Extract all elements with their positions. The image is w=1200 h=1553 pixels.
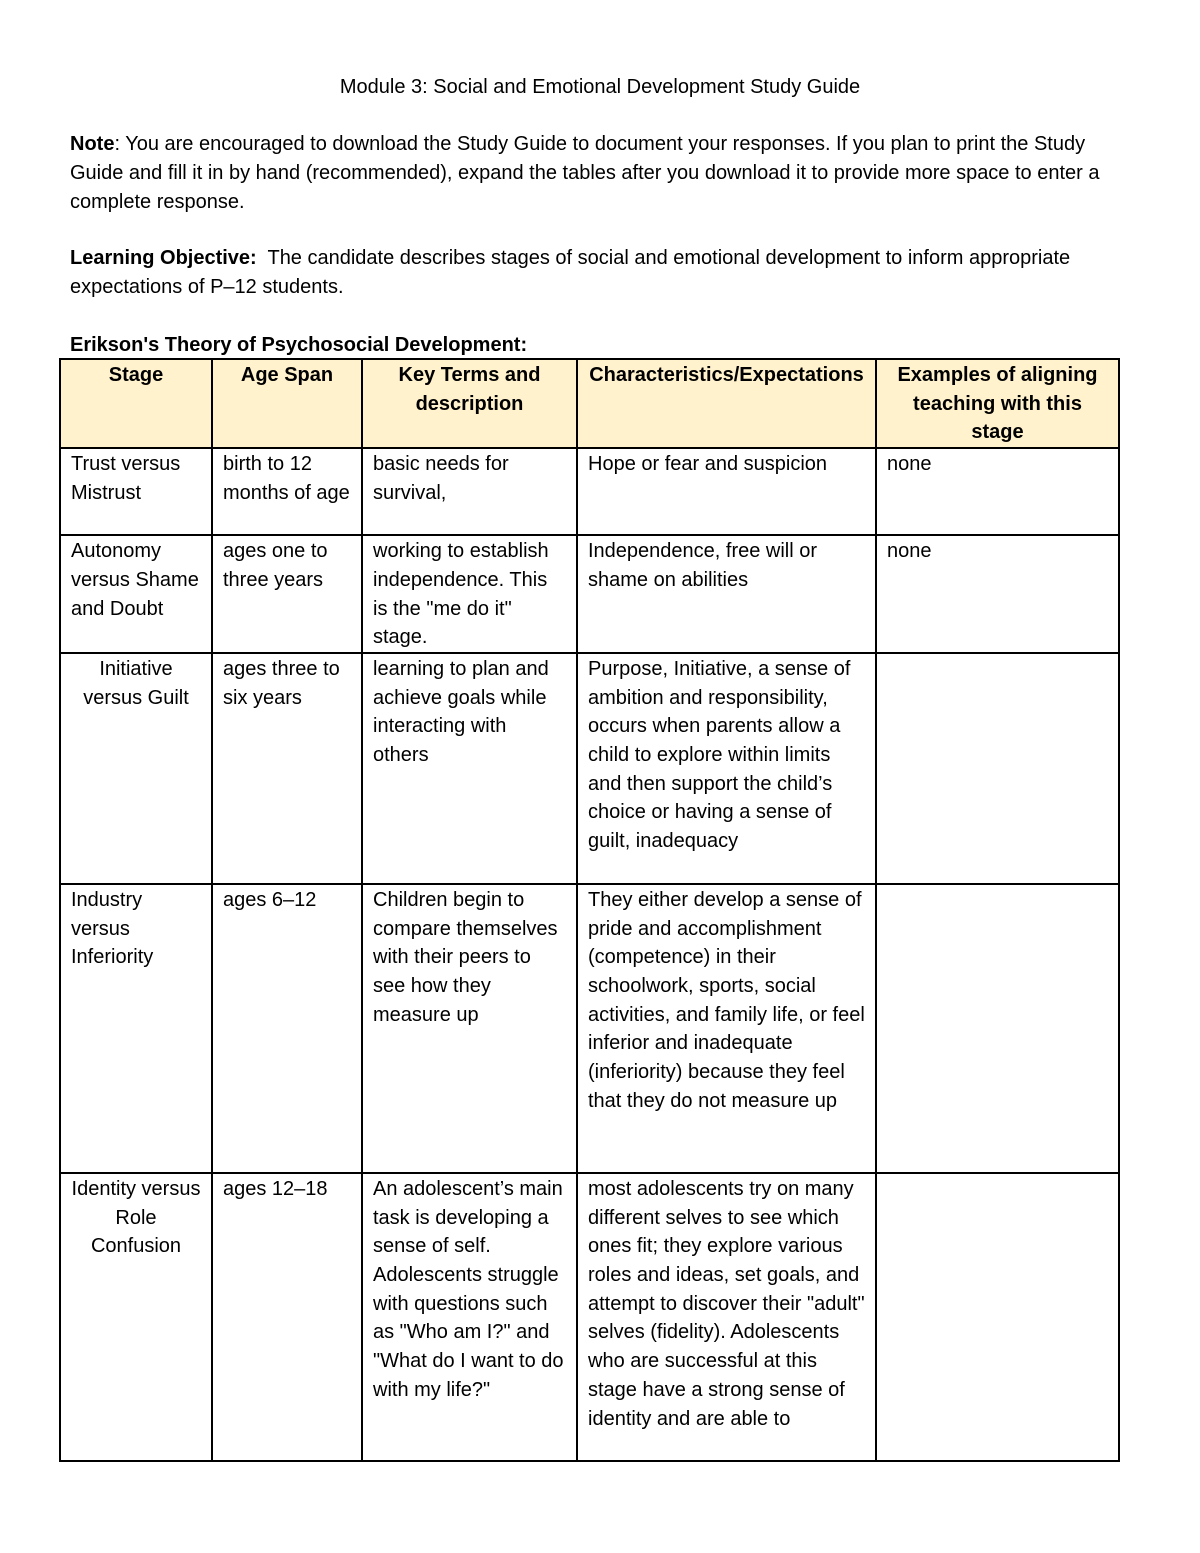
header-age-span: Age Span <box>212 359 362 448</box>
table-row <box>60 653 1119 884</box>
cell-characteristics: Purpose, Initiative, a sense of ambition and responsibility, occurs when parents allow a child to explore within limits and then support the child’s choice or having a sense of guilt, inadequacy <box>577 653 876 884</box>
cell-age-span: ages 6–12 <box>212 884 362 1173</box>
cell-characteristics: most adolescents try on many different selves to see which ones fit; they explore various roles and ideas, set goals, and attempt to discover their "adult" selves (fidelity). Adolescents who are successful at this stage have a strong sense of identity and are able to <box>577 1173 876 1461</box>
cell-key-terms: working to establish independence. This is the "me do it" stage. <box>362 535 577 653</box>
cell-key-terms: Children begin to compare themselves with their peers to see how they measure up <box>362 884 577 1173</box>
cell-characteristics: Independence, free will or shame on abilities <box>577 535 876 653</box>
cell-stage: Autonomy versus Shame and Doubt <box>60 535 212 653</box>
note-paragraph <box>70 130 1130 217</box>
header-characteristics: Characteristics/Expectations <box>577 359 876 448</box>
page-title: Module 3: Social and Emotional Development Study Guide <box>339 76 861 98</box>
note-label: Note <box>70 133 115 155</box>
erikson-stages-table <box>59 358 1120 1462</box>
cell-key-terms: basic needs for survival, <box>362 448 577 535</box>
cell-key-terms: learning to plan and achieve goals while interacting with others <box>362 653 577 884</box>
table-row <box>60 884 1119 1173</box>
cell-key-terms: An adolescent’s main task is developing a sense of self. Adolescents struggle with questions such as "Who am I?" and "What do I want to do with my life?" <box>362 1173 577 1461</box>
cell-stage: Industry versus Inferiority <box>60 884 212 1173</box>
learning-objective-paragraph <box>70 244 1130 302</box>
header-key-terms: Key Terms and description <box>362 359 577 448</box>
cell-stage: Identity versus Role Confusion <box>60 1173 212 1461</box>
cell-stage: Initiative versus Guilt <box>60 653 212 884</box>
cell-age-span: ages three to six years <box>212 653 362 884</box>
table-row <box>60 535 1119 653</box>
table-row <box>60 448 1119 535</box>
cell-age-span: birth to 12 months of age <box>212 448 362 535</box>
cell-age-span: ages one to three years <box>212 535 362 653</box>
table-heading: Erikson's Theory of Psychosocial Development: <box>70 334 528 356</box>
table-row <box>60 1173 1119 1461</box>
cell-examples <box>876 1173 1119 1461</box>
note-text: : You are encouraged to download the Study Guide to document your responses. If you plan to print the Study Guide and fill it in by hand (recommended), expand the tables after you download it to provide more space to enter a complete response. <box>70 133 1100 213</box>
objective-label: Learning Objective: <box>70 247 257 269</box>
cell-examples <box>876 653 1119 884</box>
table-header-row <box>60 359 1119 448</box>
cell-examples: none <box>876 448 1119 535</box>
cell-characteristics: Hope or fear and suspicion <box>577 448 876 535</box>
header-examples: Examples of aligning teaching with this stage <box>876 359 1119 448</box>
cell-stage: Trust versus Mistrust <box>60 448 212 535</box>
cell-examples <box>876 884 1119 1173</box>
objective-text: The candidate describes stages of social and emotional development to inform appropriate expectations of P–12 students. <box>70 247 1076 298</box>
cell-examples: none <box>876 535 1119 653</box>
cell-characteristics: They either develop a sense of pride and accomplishment (competence) in their schoolwork, sports, social activities, and family life, or feel inferior and inadequate (inferiority) because they feel that they do not measure up <box>577 884 876 1173</box>
header-stage: Stage <box>60 359 212 448</box>
cell-age-span: ages 12–18 <box>212 1173 362 1461</box>
